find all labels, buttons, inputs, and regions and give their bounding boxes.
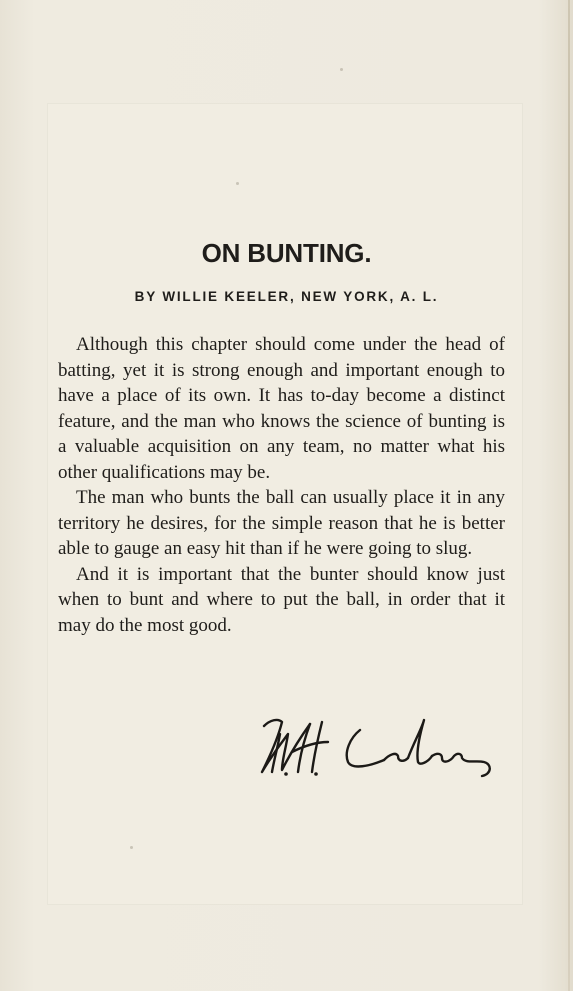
body-paragraph-1: Although this chapter should come under the head of batting, yet it is strong enough and important enough to have a place of its own. It has to-day become a distinct feature, and the man who knows the science of bunting is a valuable acquisition on any team, no matter what his other qualifications may be. [58, 334, 505, 483]
body-paragraph-3: And it is important that the bunter should know just when to bunt and where to put the ball, in order that it may do the most good. [58, 563, 505, 636]
author-byline: BY WILLIE KEELER, NEW YORK, A. L. [134, 289, 439, 304]
paper-speck [130, 846, 133, 849]
body-paragraph-2: The man who bunts the ball can usually place it in any territory he desires, for the simple reason that he is better able to gauge an easy hit than if he were going to slug. [58, 487, 505, 559]
chapter-title: ON BUNTING. [201, 238, 372, 268]
paper-speck [236, 182, 239, 185]
page-edge [568, 0, 570, 991]
chapter-body [58, 332, 505, 638]
handwritten-signature [252, 712, 502, 784]
paper-speck [340, 68, 343, 71]
